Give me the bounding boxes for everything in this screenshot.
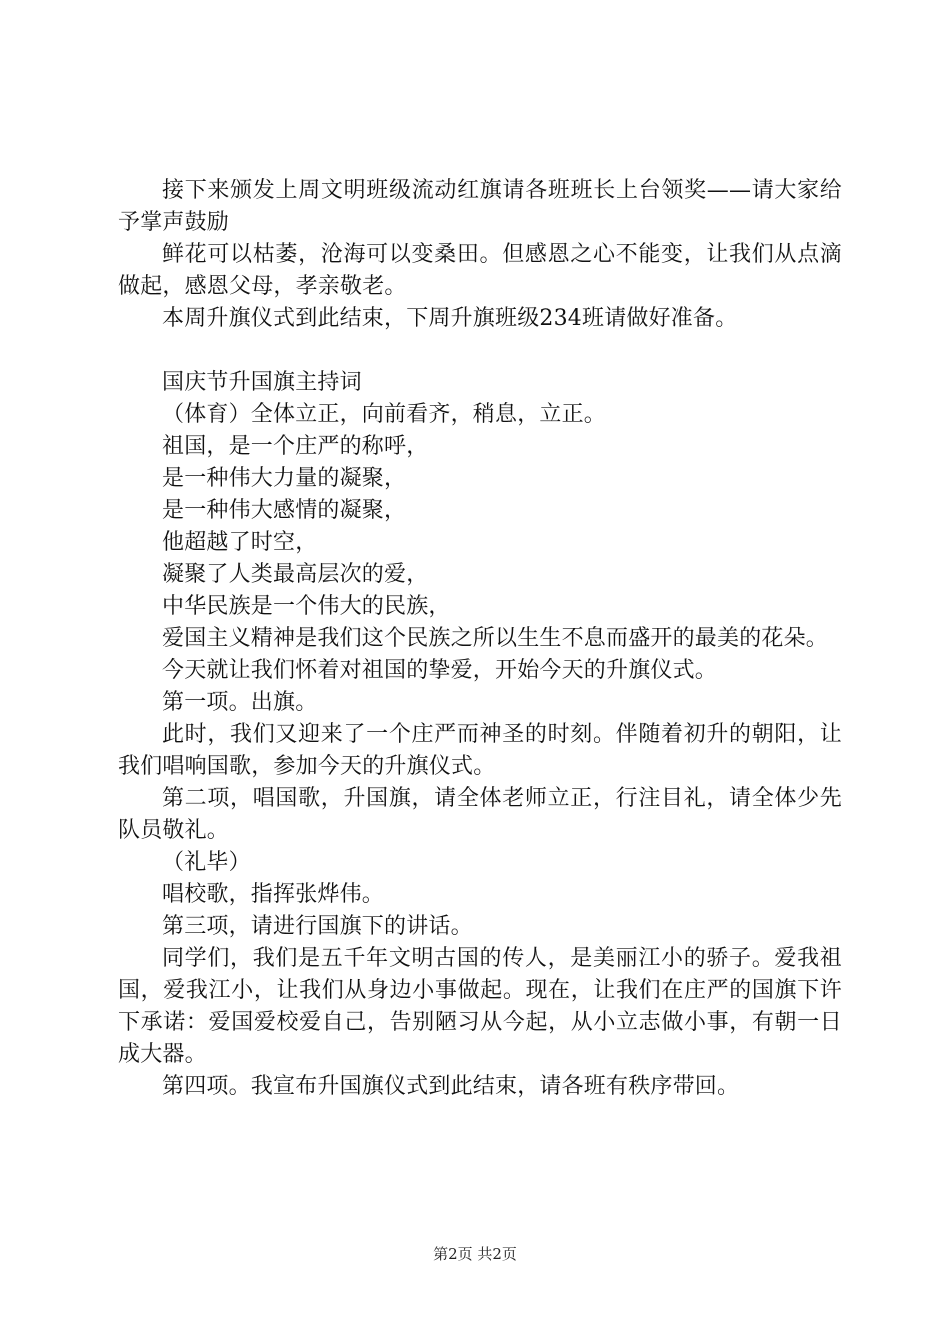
paragraph: 本周升旗仪式到此结束，下周升旗班级234班请做好准备。 <box>162 306 738 331</box>
paragraph: 爱国主义精神是我们这个民族之所以生生不息而盛开的最美的花朵。 <box>162 626 829 651</box>
paragraph: （体育）全体立正，向前看齐，稍息，立正。 <box>162 402 607 427</box>
paragraph: 第一项。出旗。 <box>162 690 318 715</box>
document-body <box>118 175 842 1103</box>
paragraph: 祖国，是一个庄严的称呼， <box>162 434 429 459</box>
paragraph: 第四项。我宣布升国旗仪式到此结束，请各班有秩序带回。 <box>162 1074 740 1099</box>
paragraph: 中华民族是一个伟大的民族， <box>162 594 451 619</box>
paragraph: 是一种伟大感情的凝聚， <box>162 498 407 523</box>
paragraph: （礼毕） <box>162 850 251 875</box>
paragraph: 他超越了时空， <box>162 530 318 555</box>
paragraph: 同学们，我们是五千年文明古国的传人，是美丽江小的骄子。爱我祖国，爱我江小，让我们从身边小事做起。现在，让我们在庄严的国旗下许下承诺：爱国爱校爱自己，告别陋习从今起，从小立志做小事，有朝一日成大器。 <box>118 946 842 1067</box>
section-gap <box>118 335 842 367</box>
page-footer: 第2页 共2页 <box>433 1245 517 1263</box>
paragraph: 第二项，唱国歌，升国旗，请全体老师立正，行注目礼，请全体少先队员敬礼。 <box>118 786 842 843</box>
paragraph: 唱校歌，指挥张烨伟。 <box>162 882 385 907</box>
paragraph: 接下来颁发上周文明班级流动红旗请各班班长上台领奖——请大家给予掌声鼓励 <box>118 178 842 235</box>
paragraph: 鲜花可以枯萎，沧海可以变桑田。但感恩之心不能变，让我们从点滴做起，感恩父母，孝亲敬老。 <box>118 242 842 299</box>
paragraph: 第三项，请进行国旗下的讲话。 <box>162 914 473 939</box>
paragraph: 是一种伟大力量的凝聚， <box>162 466 407 491</box>
paragraph: 凝聚了人类最高层次的爱， <box>162 562 429 587</box>
paragraph: 今天就让我们怀着对祖国的挚爱，开始今天的升旗仪式。 <box>162 658 718 683</box>
section-heading: 国庆节升国旗主持词 <box>162 370 362 395</box>
paragraph: 此时，我们又迎来了一个庄严而神圣的时刻。伴随着初升的朝阳，让我们唱响国歌，参加今天的升旗仪式。 <box>118 722 842 779</box>
